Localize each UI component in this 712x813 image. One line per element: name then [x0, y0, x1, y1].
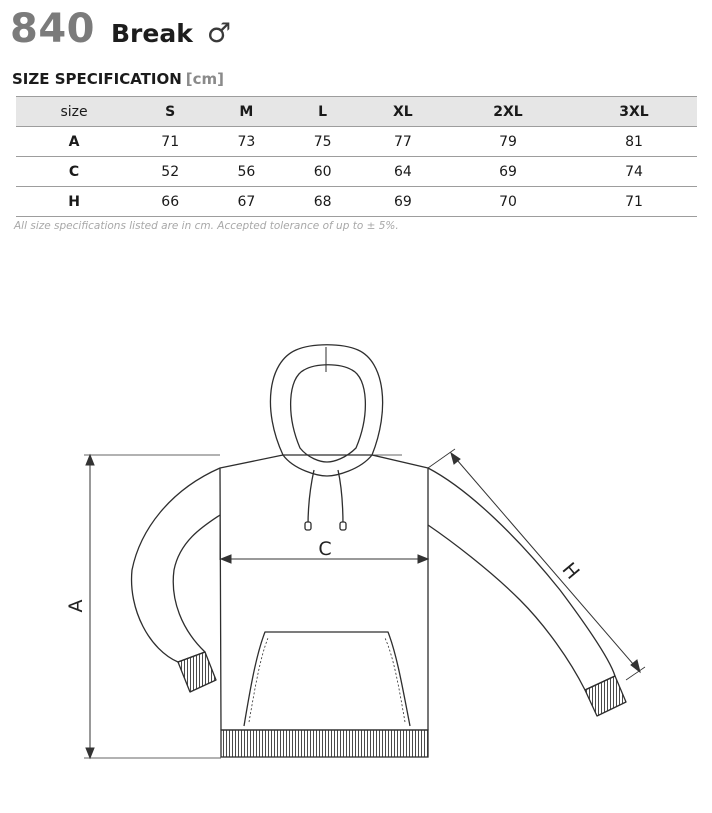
male-icon: ♂ [206, 18, 232, 49]
table-cell: 69 [445, 157, 571, 187]
table-cell: 52 [132, 157, 208, 187]
hood-opening [291, 365, 366, 462]
drawstring-left [308, 470, 314, 526]
right-sleeve [428, 468, 615, 690]
table-cell: 75 [285, 127, 361, 157]
size-header-l: L [285, 97, 361, 127]
size-header-s: S [132, 97, 208, 127]
row-label: A [16, 127, 132, 157]
table-cell: 69 [361, 187, 445, 217]
table-cell: 74 [571, 157, 697, 187]
table-cell: 67 [208, 187, 284, 217]
drawstring-right [338, 470, 343, 526]
size-header-m: M [208, 97, 284, 127]
row-label: H [16, 187, 132, 217]
table-cell: 71 [132, 127, 208, 157]
table-cell: 56 [208, 157, 284, 187]
row-label: C [16, 157, 132, 187]
kangaroo-pocket [244, 632, 410, 726]
table-cell: 79 [445, 127, 571, 157]
size-header-label: size [16, 97, 132, 127]
table-cell: 68 [285, 187, 361, 217]
table-cell: 64 [361, 157, 445, 187]
size-header-xl: XL [361, 97, 445, 127]
product-code: 840 [10, 6, 95, 52]
right-cuff [585, 676, 626, 716]
waistband [221, 730, 428, 757]
table-cell: 71 [571, 187, 697, 217]
dimension-c-label: C [318, 538, 332, 560]
dimension-h-line [451, 453, 640, 672]
size-spec-title-text: SIZE SPECIFICATION [12, 70, 182, 88]
table-cell: 77 [361, 127, 445, 157]
hoodie-body [220, 455, 428, 730]
product-name: Break [111, 19, 193, 48]
left-cuff [178, 652, 216, 692]
size-header-2xl: 2XL [445, 97, 571, 127]
left-sleeve [132, 468, 220, 662]
table-cell: 73 [208, 127, 284, 157]
dimension-a-label: A [65, 599, 87, 613]
size-spec-unit: [cm] [185, 70, 224, 88]
table-cell: 66 [132, 187, 208, 217]
size-header-3xl: 3XL [571, 97, 697, 127]
table-cell: 60 [285, 157, 361, 187]
table-cell: 81 [571, 127, 697, 157]
dimension-h-label: H [557, 558, 584, 584]
table-cell: 70 [445, 187, 571, 217]
tolerance-note: All size specifications listed are in cm. Accepted tolerance of up to ± 5%. [14, 220, 399, 232]
